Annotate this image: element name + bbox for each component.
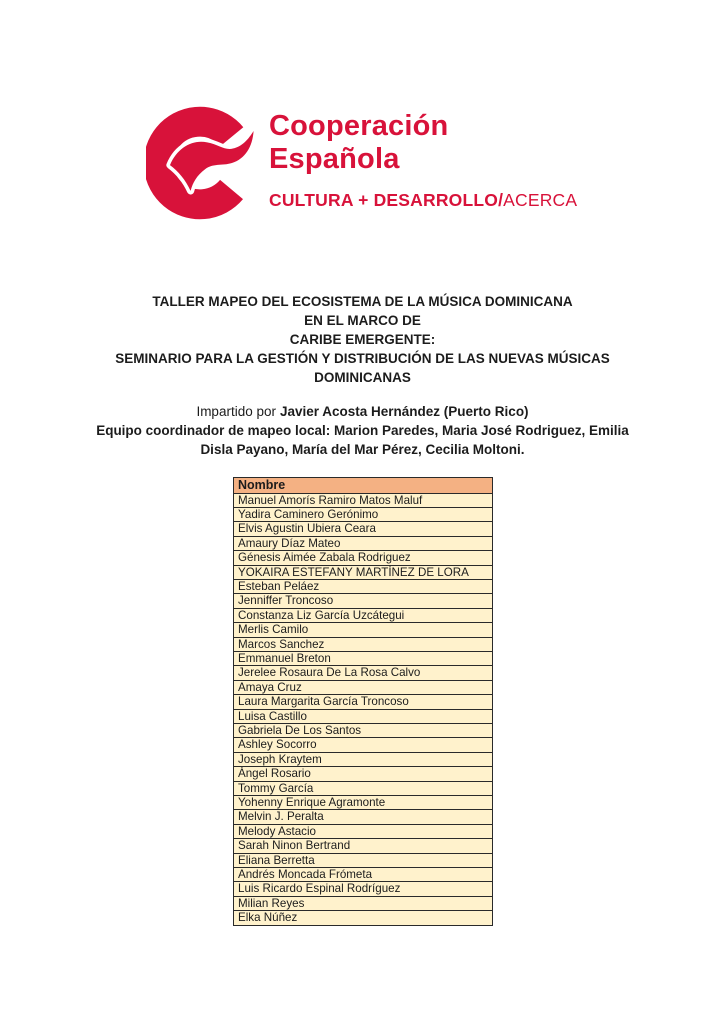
table-row <box>234 680 493 694</box>
table-row <box>234 796 493 810</box>
table-row <box>234 853 493 867</box>
participant-name-cell: Merlis Camilo <box>234 623 493 637</box>
brand-name-line2: Española <box>269 143 400 175</box>
participant-name-cell: Andrés Moncada Frómeta <box>234 868 493 882</box>
logo-text <box>269 99 577 211</box>
document-title <box>0 292 725 387</box>
table-row <box>234 507 493 521</box>
participant-name-cell: Génesis Aimée Zabala Rodriguez <box>234 551 493 565</box>
credits <box>0 402 725 460</box>
table-row <box>234 565 493 579</box>
credits-team-line-1: Equipo coordinador de mapeo local: Marion Paredes, Maria José Rodriguez, Emilia <box>96 423 629 439</box>
participant-name-cell: Marcos Sanchez <box>234 637 493 651</box>
table-row <box>234 623 493 637</box>
participant-name-cell: Melvin J. Peralta <box>234 810 493 824</box>
table-row <box>234 493 493 507</box>
table-row <box>234 651 493 665</box>
table-row <box>234 738 493 752</box>
table-row <box>234 666 493 680</box>
participant-name-cell: Joseph Kraytem <box>234 752 493 766</box>
cooperacion-espanola-logo <box>146 99 577 227</box>
participant-name-cell: Jerelee Rosaura De La Rosa Calvo <box>234 666 493 680</box>
participant-name-cell: Milian Reyes <box>234 896 493 910</box>
table-row <box>234 911 493 925</box>
participant-name-cell: Luisa Castillo <box>234 709 493 723</box>
tagline-bold-part: CULTURA + DESARROLLO/ <box>269 190 504 210</box>
participant-name-cell: Elvis Agustin Ubiera Ceara <box>234 522 493 536</box>
participant-name-cell: Luis Ricardo Espinal Rodríguez <box>234 882 493 896</box>
c-wave-logo-icon <box>146 99 260 227</box>
title-line-2: EN EL MARCO DE <box>304 313 421 328</box>
participants-table-body <box>234 493 493 925</box>
table-row <box>234 695 493 709</box>
participant-name-cell: Elka Núñez <box>234 911 493 925</box>
brand-name-line1: Cooperación <box>269 110 449 142</box>
table-row <box>234 551 493 565</box>
participant-name-cell: Constanza Liz García Uzcátegui <box>234 608 493 622</box>
credits-instructor: Javier Acosta Hernández (Puerto Rico) <box>279 404 529 419</box>
participant-name-cell: Manuel Amorís Ramiro Matos Maluf <box>234 493 493 507</box>
participant-name-cell: Sarah Ninon Bertrand <box>234 839 493 853</box>
participant-name-cell: Jenniffer Troncoso <box>234 594 493 608</box>
table-row <box>234 810 493 824</box>
participant-name-cell: Amaya Cruz <box>234 680 493 694</box>
table-row <box>234 536 493 550</box>
title-line-3: CARIBE EMERGENTE: <box>289 332 436 347</box>
table-row <box>234 724 493 738</box>
participant-name-cell: Gabriela De Los Santos <box>234 724 493 738</box>
participant-name-cell: Melody Astacio <box>234 824 493 838</box>
participant-name-cell: Ángel Rosario <box>234 767 493 781</box>
table-row <box>234 839 493 853</box>
table-row <box>234 781 493 795</box>
participant-name-cell: Eliana Berretta <box>234 853 493 867</box>
table-row <box>234 882 493 896</box>
participant-name-cell: Ashley Socorro <box>234 738 493 752</box>
title-line-5: DOMINICANAS <box>314 370 411 385</box>
participants-table <box>233 477 493 926</box>
participant-name-cell: Laura Margarita García Troncoso <box>234 695 493 709</box>
participant-name-cell: Esteban Peláez <box>234 579 493 593</box>
table-row <box>234 752 493 766</box>
table-row <box>234 522 493 536</box>
table-row <box>234 637 493 651</box>
participant-name-cell: Emmanuel Breton <box>234 651 493 665</box>
table-row <box>234 824 493 838</box>
participant-name-cell: Tommy García <box>234 781 493 795</box>
table-row <box>234 868 493 882</box>
table-header-row <box>234 478 493 494</box>
participant-name-cell: Yohenny Enrique Agramonte <box>234 796 493 810</box>
table-header-nombre: Nombre <box>234 478 493 494</box>
table-row <box>234 709 493 723</box>
participant-name-cell: Yadira Caminero Gerónimo <box>234 507 493 521</box>
participant-name-cell: YOKAIRA ESTEFANY MARTÍNEZ DE LORA <box>234 565 493 579</box>
credits-instructor-line <box>0 402 725 421</box>
tagline-light-part: ACERCA <box>503 190 578 210</box>
participant-name-cell: Amaury Díaz Mateo <box>234 536 493 550</box>
title-line-1: TALLER MAPEO DEL ECOSISTEMA DE LA MÚSICA DOMINICANA <box>152 294 573 309</box>
table-row <box>234 608 493 622</box>
table-row <box>234 767 493 781</box>
credits-team-line-2: Disla Payano, María del Mar Pérez, Cecilia Moltoni. <box>200 442 525 458</box>
credits-intro: Impartido por <box>196 404 276 419</box>
logo-tagline <box>269 190 577 211</box>
table-row <box>234 579 493 593</box>
title-line-4: SEMINARIO PARA LA GESTIÓN Y DISTRIBUCIÓN DE LAS NUEVAS MÚSICAS <box>115 351 610 366</box>
table-row <box>234 594 493 608</box>
table-row <box>234 896 493 910</box>
